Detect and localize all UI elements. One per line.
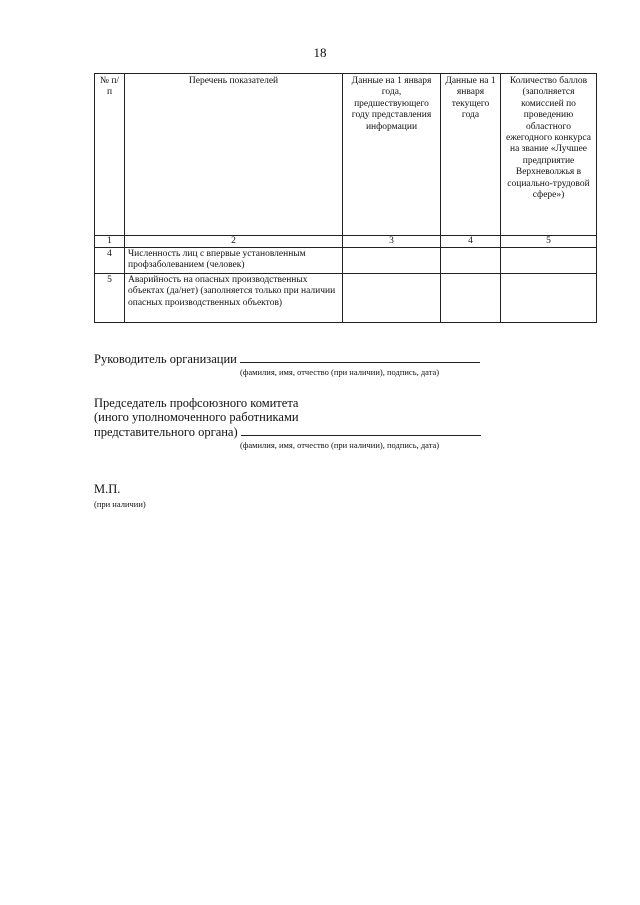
head-signature xyxy=(94,351,480,366)
row-current-year xyxy=(441,248,501,274)
header-score: Количество баллов (заполняется комиссией по проведению областного ежегодного конкурса на звание «Лучшее предприятие Верхневолжья в социально-трудовой сфере») xyxy=(501,74,597,236)
row-number: 5 xyxy=(95,273,125,322)
head-signature-line xyxy=(240,351,480,363)
table-row xyxy=(95,273,597,322)
head-signature-label: Руководитель организации xyxy=(94,352,237,366)
row-score xyxy=(501,248,597,274)
row-current-year xyxy=(441,273,501,322)
union-signature-line xyxy=(241,424,481,436)
header-prev-year: Данные на 1 января года, предшествующего году представления информации xyxy=(343,74,441,236)
row-indicator: Численность лиц с впервые установленным профзаболеванием (человек) xyxy=(125,248,343,274)
page-number: 18 xyxy=(313,45,327,60)
head-signature-caption: (фамилия, имя, отчество (при наличии), подпись, дата) xyxy=(240,367,440,377)
union-signature-caption: (фамилия, имя, отчество (при наличии), подпись, дата) xyxy=(240,440,440,450)
stamp-label: М.П. xyxy=(94,482,121,496)
stamp-note: (при наличии) xyxy=(94,499,146,509)
column-number: 3 xyxy=(343,236,441,248)
union-signature xyxy=(94,396,481,439)
row-number: 4 xyxy=(95,248,125,274)
column-number: 2 xyxy=(125,236,343,248)
indicators-table xyxy=(94,73,597,323)
column-number: 4 xyxy=(441,236,501,248)
column-number: 1 xyxy=(95,236,125,248)
column-numbers-row xyxy=(95,236,597,248)
row-indicator: Аварийность на опасных производственных объектах (да/нет) (заполняется только при наличии опасных производственных объектов) xyxy=(125,273,343,322)
row-prev-year xyxy=(343,248,441,274)
row-prev-year xyxy=(343,273,441,322)
union-signature-label-3: представительного органа) xyxy=(94,425,238,439)
union-signature-label-2: (иного уполномоченного работниками xyxy=(94,410,299,424)
header-indicators: Перечень показателей xyxy=(125,74,343,236)
row-score xyxy=(501,273,597,322)
header-current-year: Данные на 1 января текущего года xyxy=(441,74,501,236)
union-signature-label-1: Председатель профсоюзного комитета xyxy=(94,396,299,410)
table-row xyxy=(95,248,597,274)
column-number: 5 xyxy=(501,236,597,248)
table-header-row xyxy=(95,74,597,236)
header-number: № п/п xyxy=(95,74,125,236)
